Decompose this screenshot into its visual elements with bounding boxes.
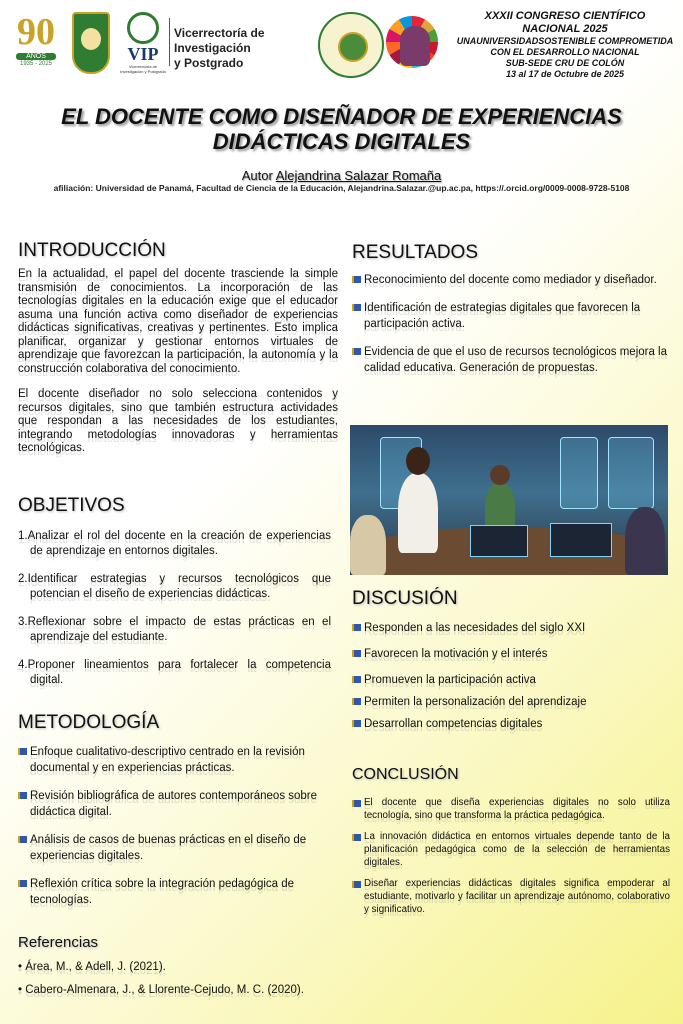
resultado-item: Evidencia de que el uso de recursos tecnológicos mejora la calidad educativa. Generación de propuestas. [352, 344, 667, 376]
author-portrait-icon [400, 26, 430, 66]
referencia-item: • Cabero-Almenara, J., & Llorente-Cejudo, M. C. (2020). [18, 984, 304, 996]
introduccion-paragraph-1: En la actualidad, el papel del docente trasciende la simple transmisión de conocimientos. La incorporación de las tecnologías digitales en la educación exige que el educador asuma una función activa como diseñador de experiencias didácticas significativas, creativas y pertinentes. Esto implica planificar, organizar y gestionar entornos virtuales de aprendizaje que favorezcan la participación, la autonomía y la construcción colaborativa del conocimiento. [18, 268, 338, 375]
hologram-panel-icon [608, 437, 654, 509]
header-divider [169, 18, 170, 66]
title-line-1: EL DOCENTE COMO DISEÑADOR DE EXPERIENCIAS [61, 104, 622, 129]
metodologia-heading: METODOLOGÍA [18, 712, 160, 733]
objetivo-item: 3.Reflexionar sobre el impacto de estas prácticas en el aprendizaje del estudiante. [18, 616, 331, 643]
congress-info [452, 10, 678, 80]
congress-title-2: NACIONAL 2025 [522, 23, 608, 35]
logo-90-sub: AÑOS [16, 53, 56, 60]
affiliation: afiliación: Universidad de Panamá, Facultad de Ciencia de la Educación, Alejandrina.Salazar.@up.ac.pa, https://.orcid.org/0009-0008-9728-5108 [53, 183, 630, 193]
metodologia-list [18, 744, 331, 908]
metodologia-item: Enfoque cualitativo-descriptivo centrado en la revisión documental y en experiencias prácticas. [18, 744, 331, 776]
introduccion-heading: INTRODUCCIÓN [18, 240, 166, 261]
discusion-item: Permiten la personalización del aprendizaje [352, 694, 667, 710]
regional-center-seal-logo [318, 12, 384, 78]
referencia-item: • Área, M., & Adell, J. (2021). [18, 961, 166, 973]
university-shield-logo [72, 12, 110, 74]
conclusion-heading: CONCLUSIÓN [352, 766, 459, 783]
objetivo-item: 1.Analizar el rol del docente en la creación de experiencias de aprendizaje en entornos digitales. [18, 530, 331, 557]
vip-logo [118, 12, 168, 78]
introduccion-paragraph-2: El docente diseñador no solo selecciona contenidos y recursos digitales, sino que también estructura actividades que respondan a las necesidades de los estudiantes, integrando metodologías innovadoras y herramientas tecnológicas. [18, 388, 338, 454]
laptop-icon [470, 525, 528, 557]
resultado-item: Identificación de estrategias digitales que favorecen la participación activa. [352, 300, 667, 332]
logo-90-years: 1935 - 2025 [19, 61, 53, 67]
objetivo-item: 2.Identificar estrategias y recursos tecnológicos que potencian el diseño de experiencias didácticas. [18, 573, 331, 600]
anniversary-90-logo [10, 12, 62, 76]
poster-header [0, 0, 683, 96]
discusion-item: Favorecen la motivación y el interés [352, 646, 667, 662]
discusion-item: Desarrollan competencias digitales [352, 716, 667, 732]
metodologia-section [18, 712, 331, 920]
poster-title [20, 104, 663, 154]
author-label: Autor [241, 168, 273, 183]
title-line-2: DIDÁCTICAS DIGITALES [212, 129, 471, 154]
vicerrectoria-line1: Vicerrectoría de Investigación [174, 26, 265, 55]
logo-90-number: 90 [17, 11, 55, 53]
vip-emblem-icon [127, 12, 159, 44]
conclusion-section [352, 766, 670, 924]
referencias-heading: Referencias [18, 934, 99, 951]
teacher-figure [398, 473, 438, 553]
conclusion-list [352, 796, 670, 916]
resultado-item: Reconocimiento del docente como mediador y diseñador. [352, 272, 667, 288]
resultados-heading: RESULTADOS [352, 242, 478, 263]
congress-site: SUB-SEDE CRU DE COLÓN [505, 58, 625, 68]
introduccion-section [18, 240, 338, 456]
resultados-section [352, 242, 667, 388]
student-head [490, 465, 510, 485]
congress-dates: 13 al 17 de Octubre de 2025 [505, 69, 625, 79]
student-figure [350, 515, 386, 575]
metodologia-item: Revisión bibliográfica de autores contemporáneos sobre didáctica digital. [18, 788, 331, 820]
vicerrectoria-label [174, 26, 314, 71]
author-line [20, 168, 663, 183]
vicerrectoria-line2: y Postgrado [174, 56, 244, 70]
discusion-section [352, 588, 667, 744]
discusion-list [352, 620, 667, 732]
sdg-wheel-logo [386, 8, 442, 82]
discusion-heading: DISCUSIÓN [352, 588, 458, 609]
student-figure [625, 507, 665, 575]
conclusion-item: El docente que diseña experiencias digitales no solo utiliza tecnología, sino que transforma la práctica pedagógica. [352, 796, 670, 822]
vip-subtitle: Vicerrectoría de Investigación y Postgrado [120, 64, 166, 74]
vip-title: VIP [127, 44, 159, 64]
discusion-item: Responden a las necesidades del siglo XXI [352, 620, 667, 636]
author-name: Alejandrina Salazar Romaña [275, 168, 442, 183]
referencias-list [18, 961, 340, 997]
teacher-head [406, 447, 430, 475]
congress-theme: UNAUNIVERSIDADSOSTENIBLE COMPROMETIDA CON EL DESARROLLO NACIONAL [456, 36, 674, 57]
conclusion-item: Diseñar experiencias didácticas digitales significa empoderar al estudiante, motivarlo y facilitar un aprendizaje autónomo, colaborativo y significativo. [352, 877, 670, 916]
hologram-panel-icon [560, 437, 598, 509]
laptop-icon [550, 523, 612, 557]
conclusion-item: La innovación didáctica en entornos virtuales depende tanto de la planificación pedagógica como de la selección de herramientas digitales. [352, 830, 670, 869]
objetivos-heading: OBJETIVOS [18, 495, 125, 516]
referencias-section [18, 934, 340, 1007]
objetivos-list [18, 529, 331, 688]
objetivo-item: 4.Proponer lineamientos para fortalecer la competencia digital. [18, 659, 331, 686]
metodologia-item: Análisis de casos de buenas prácticas en el diseño de experiencias digitales. [18, 832, 331, 864]
resultados-list [352, 272, 667, 376]
discusion-item: Promueven la participación activa [352, 672, 667, 688]
classroom-illustration [350, 425, 668, 575]
objetivos-section [18, 495, 331, 701]
congress-title-1: XXXII CONGRESO CIENTÍFICO [484, 10, 646, 22]
metodologia-item: Reflexión crítica sobre la integración pedagógica de tecnologías. [18, 876, 331, 908]
